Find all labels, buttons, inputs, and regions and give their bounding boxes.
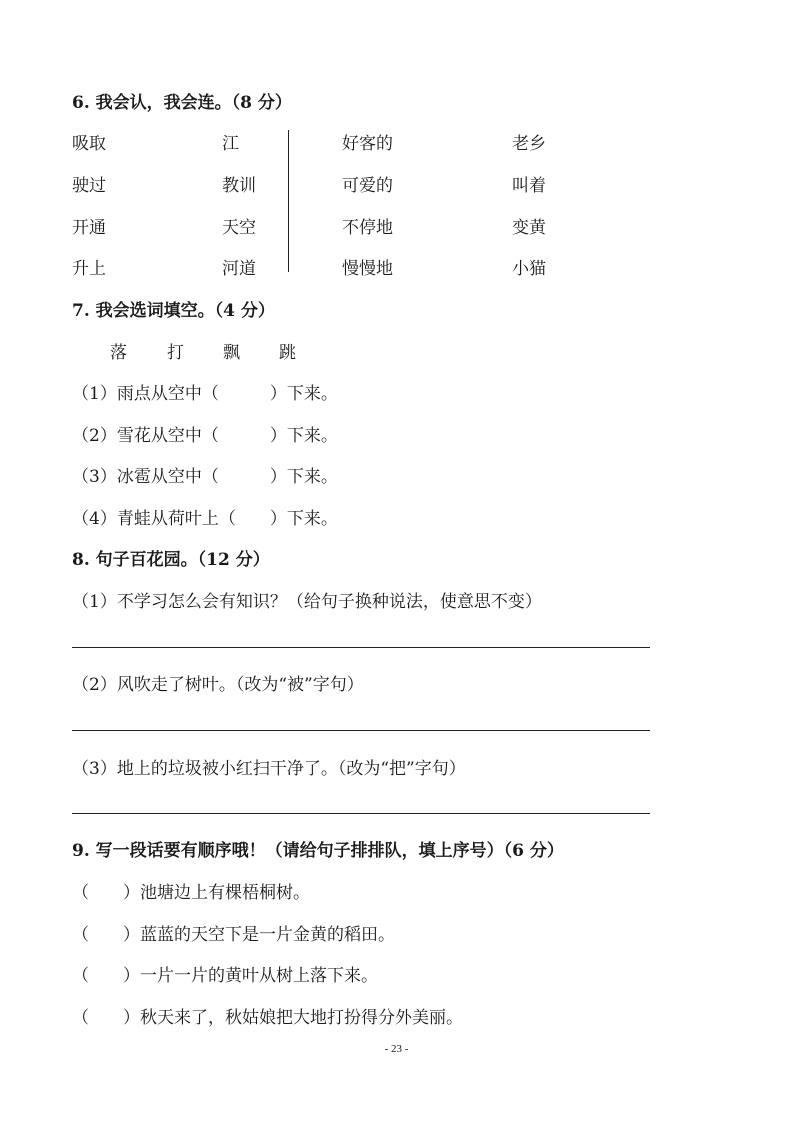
q6-col3-item: 可爱的 [342, 176, 393, 196]
q6-col4-item: 变黄 [512, 218, 546, 238]
q6-col4-item: 小猫 [512, 259, 546, 279]
q7-item: （4）青蛙从荷叶上（ ）下来。 [72, 509, 338, 529]
q9-item: （ ）一片一片的黄叶从树上落下来。 [72, 966, 378, 986]
q6-column-divider [288, 130, 289, 272]
q6-col2-item: 江 [222, 134, 239, 154]
q6-col2-item: 河道 [222, 259, 256, 279]
q7-word-option: 落 [110, 343, 127, 363]
q8-answer-line [72, 813, 650, 814]
q6-col2-item: 教训 [222, 176, 256, 196]
q8-item: （1）不学习怎么会有知识？（给句子换种说法，使意思不变） [72, 592, 542, 612]
q7-word-option: 飘 [223, 343, 240, 363]
q6-col4-item: 老乡 [512, 134, 546, 154]
q9-item: （ ）池塘边上有棵梧桐树。 [72, 883, 310, 903]
q6-col3-item: 慢慢地 [342, 259, 393, 279]
q6-col3-item: 不停地 [342, 218, 393, 238]
q6-title: 6. 我会认，我会连。（8 分） [72, 93, 292, 113]
q8-item: （2）风吹走了树叶。（改为“被”字句） [72, 675, 364, 695]
q6-col1-item: 开通 [72, 218, 106, 238]
q8-answer-line [72, 730, 650, 731]
q9-title: 9. 写一段话要有顺序哦！（请给句子排排队，填上序号）（6 分） [72, 841, 564, 861]
q7-title: 7. 我会选词填空。（4 分） [72, 301, 275, 321]
q6-col3-item: 好客的 [342, 134, 393, 154]
q8-item: （3）地上的垃圾被小红扫干净了。（改为“把”字句） [72, 759, 466, 779]
q9-item: （ ）蓝蓝的天空下是一片金黄的稻田。 [72, 925, 395, 945]
q7-item: （2）雪花从空中（ ）下来。 [72, 426, 338, 446]
q7-word-option: 跳 [279, 343, 296, 363]
q6-col1-item: 驶过 [72, 176, 106, 196]
q6-col1-item: 升上 [72, 259, 106, 279]
q9-item: （ ）秋天来了，秋姑娘把大地打扮得分外美丽。 [72, 1008, 463, 1028]
q7-word-option: 打 [167, 343, 184, 363]
q8-answer-line [72, 647, 650, 648]
q7-item: （3）冰雹从空中（ ）下来。 [72, 467, 338, 487]
q6-col1-item: 吸取 [72, 134, 106, 154]
q7-item: （1）雨点从空中（ ）下来。 [72, 384, 338, 404]
q6-col2-item: 天空 [222, 218, 256, 238]
page-number: - 23 - [384, 1043, 409, 1055]
q6-col4-item: 叫着 [512, 176, 546, 196]
q8-title: 8. 句子百花园。（12 分） [72, 550, 270, 570]
